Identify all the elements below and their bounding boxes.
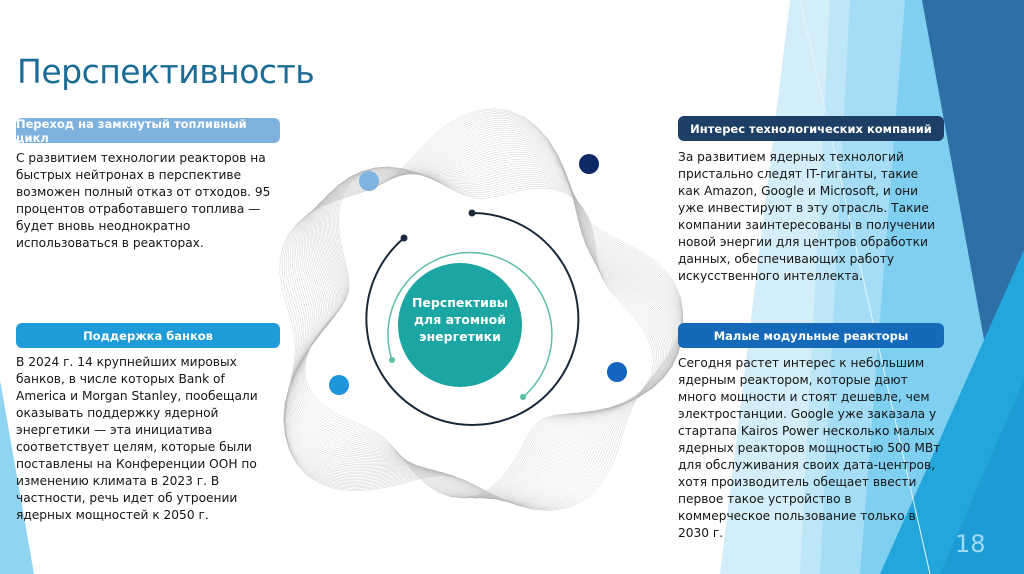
block-body-fuel-cycle: [16, 150, 270, 252]
body-line: Сегодня растет интерес к небольшим: [678, 356, 925, 370]
block-header-smr: Малые модульные реакторы: [678, 323, 944, 348]
body-line: банков, в числе которых Bank of: [16, 372, 225, 386]
arc-end-dot: [389, 357, 395, 363]
page-number: 18: [955, 530, 986, 558]
body-line: как Amazon, Google и Microsoft, и они: [678, 184, 919, 198]
dot-marker: [579, 154, 599, 174]
body-line: изменению климата в 2023 г. В: [16, 474, 220, 488]
center-label: [398, 294, 522, 345]
body-line: данных, обеспечивающих работу: [678, 252, 895, 266]
body-line: соответствует целям, которые были: [16, 440, 252, 454]
body-line: первое такое устройство в: [678, 492, 852, 506]
center-label-line: для атомной: [413, 312, 507, 327]
center-label-line: энергетики: [419, 329, 501, 344]
body-line: 2030 г.: [678, 526, 724, 540]
body-line: возможен полный отказ от отходов. 95: [16, 185, 271, 199]
body-line: ядерных мощностей к 2050 г.: [16, 508, 209, 522]
body-line: пристально следят IT-гиганты, такие: [678, 167, 919, 181]
body-line: хотя производитель обещает ввести: [678, 475, 917, 489]
dot-marker: [329, 375, 349, 395]
body-line: использоваться в реакторах.: [16, 236, 204, 250]
body-line: стартапа Kairos Power несколько малых: [678, 424, 935, 438]
center-label-line: Перспективы: [411, 295, 509, 310]
arc-end-dot: [469, 210, 476, 217]
body-line: компании заинтересованы в получении: [678, 218, 936, 232]
body-line: оказывать поддержку ядерной: [16, 406, 219, 420]
arc-end-dot: [520, 394, 526, 400]
block-body-smr: [678, 355, 940, 542]
body-line: частности, речь идет об утроении: [16, 491, 238, 505]
arc-end-dot: [401, 235, 408, 242]
body-line: ядерным реактором, которые дают: [678, 373, 908, 387]
body-line: уже инвестируют в эту отрасль. Такие: [678, 201, 929, 215]
block-header-banks: Поддержка банков: [16, 323, 280, 348]
body-line: коммерческое пользование только в: [678, 509, 916, 523]
body-line: энергетики — эта инициатива: [16, 423, 213, 437]
body-line: будет вновь неоднократно: [16, 219, 191, 233]
body-line: новой энергии для центров обработки: [678, 235, 928, 249]
block-body-tech-companies: [678, 149, 935, 285]
body-line: искусственного интеллекта.: [678, 269, 863, 283]
body-line: быстрых нейтронах в перспективе: [16, 168, 242, 182]
body-line: электростанции. Google уже заказала у: [678, 407, 937, 421]
page-title: Перспективность: [17, 52, 315, 91]
body-line: поставлены на Конференции ООН по: [16, 457, 257, 471]
dot-marker: [607, 362, 627, 382]
body-line: для обслуживания своих дата-центров,: [678, 458, 936, 472]
block-header-fuel-cycle: Переход на замкнутый топливный цикл: [16, 118, 280, 143]
body-line: За развитием ядерных технологий: [678, 150, 904, 164]
body-line: много мощности и стоят дешевле, чем: [678, 390, 930, 404]
body-line: ядерных реакторов мощностью 500 МВт: [678, 441, 941, 455]
body-line: America и Morgan Stanley, пообещали: [16, 389, 258, 403]
block-body-banks: [16, 354, 258, 524]
dot-marker: [359, 171, 379, 191]
body-line: процентов отработавшего топлива —: [16, 202, 261, 216]
block-header-tech-companies: Интерес технологических компаний: [678, 116, 944, 141]
body-line: В 2024 г. 14 крупнейших мировых: [16, 355, 237, 369]
body-line: С развитием технологии реакторов на: [16, 151, 266, 165]
